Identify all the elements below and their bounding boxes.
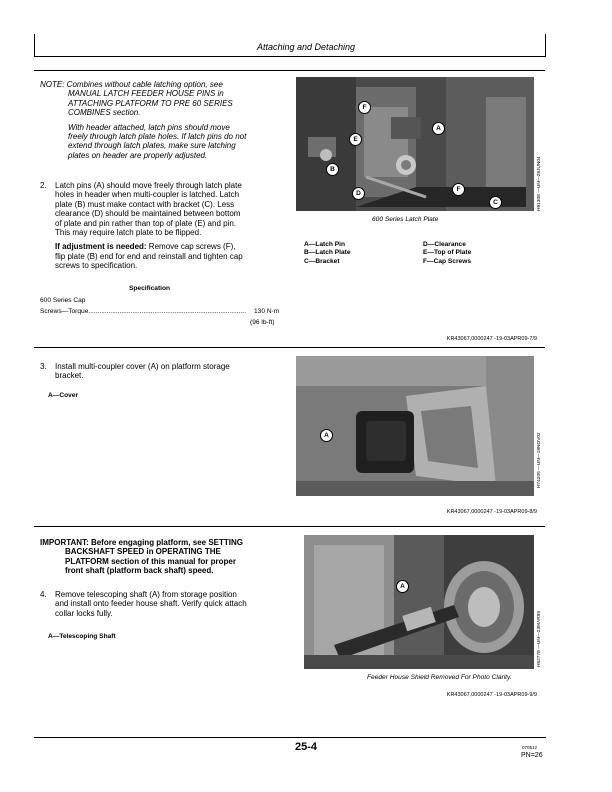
header-bottom-rule: [34, 56, 546, 57]
footer-code: 070512: [522, 745, 538, 750]
page-number: 25-4: [294, 741, 318, 753]
photo-caption: Feeder House Shield Removed For Photo Clarity.: [367, 674, 512, 681]
step-line: Install multi-coupler cover (A) on platform storage: [55, 362, 230, 371]
step-line: Remove cap screws (F),: [146, 242, 236, 252]
step-line: plate (B) must make contact with bracket (C). Less: [55, 199, 235, 209]
note-line: NOTE: Combines without cable latching option, see: [40, 80, 223, 89]
legend-item: B—Latch Plate: [304, 249, 351, 257]
photo-caption: 600 Series Latch Plate: [372, 216, 439, 223]
spec-label-text: Screws—Torque: [40, 308, 89, 315]
step-number: 2.: [40, 181, 47, 190]
legend-right: [423, 241, 471, 266]
legend-item: E—Top of Plate: [423, 249, 472, 257]
page-header-title: Attaching and Detaching: [256, 42, 356, 52]
note-line: freely through latch plate holes. If latch pins do not: [68, 132, 247, 142]
step-line: and install onto feeder house shaft. Verify quick attach: [55, 599, 247, 609]
callout-e: E: [349, 133, 362, 146]
step-number: 3.: [40, 362, 47, 371]
step-line: screws to specification.: [55, 261, 138, 271]
pn-number: PN=26: [521, 752, 543, 759]
note-line: extend through latch plates, make sure latching: [68, 141, 236, 151]
adjust-heading: If adjustment is needed:: [55, 242, 147, 252]
spec-heading: Specification: [129, 285, 171, 292]
spec-item: 600 Series Cap: [40, 297, 86, 304]
callout-f: F: [452, 183, 465, 196]
image-code: H74205 —UN—18NOV02: [537, 432, 542, 488]
spec-value-imperial: (96 lb-ft): [250, 319, 275, 326]
callout-c: C: [489, 196, 502, 209]
cover-illustration: [296, 356, 534, 496]
note-line: COMBINES section.: [68, 108, 141, 118]
callout-f: F: [358, 101, 371, 114]
image-code: H91308 —UN—28JUN04: [537, 156, 542, 211]
step-line: Latch pins (A) should move freely through latch plate: [55, 181, 242, 190]
important-line: BACKSHAFT SPEED in OPERATING THE: [65, 547, 221, 557]
section-latch-plate: [34, 70, 545, 342]
latch-plate-illustration: [296, 77, 534, 211]
step-line: of plate and pin rather than top of plate (E) and pin.: [55, 218, 237, 228]
section-tag: KR43067,0000247 -19-03APR09-9/9: [446, 692, 537, 698]
step-line: flip plate (B) end for end and reinstall and tighten cap: [55, 251, 243, 261]
callout-a: A: [396, 580, 409, 593]
step-line: Remove telescoping shaft (A) from storage position: [55, 590, 237, 599]
telescoping-shaft-photo: [304, 535, 534, 669]
section-cover: [34, 347, 545, 517]
legend: A—Telescoping Shaft: [48, 633, 116, 640]
image-code: H52778 —UN—23MAR99: [537, 611, 542, 667]
legend-item: F—Cap Screws: [423, 257, 472, 265]
note-line: ATTACHING PLATFORM TO PRE 60 SERIES: [68, 98, 233, 108]
telescoping-shaft-illustration: [304, 535, 534, 669]
step-2: [40, 181, 243, 271]
step-number: 4.: [40, 590, 47, 599]
step-line: clearance (D) should be maintained between bottom: [55, 209, 241, 219]
step-line: collar locks fully.: [55, 608, 113, 618]
note-line: MANUAL LATCH FEEDER HOUSE PINS in: [68, 89, 224, 99]
callout-a: A: [432, 122, 445, 135]
spec-value: 130 N·m: [254, 308, 280, 315]
important-line: IMPORTANT: Before engaging platform, see SETTING: [40, 538, 243, 547]
legend-item: C—Bracket: [304, 257, 340, 265]
step-4: [40, 590, 247, 618]
step-line: bracket.: [55, 371, 84, 381]
important-line: PLATFORM section of this manual for proper: [65, 556, 236, 566]
cover-photo: [296, 356, 534, 496]
callout-a: A: [320, 429, 333, 442]
important-line: front shaft (platform back shaft) speed.: [65, 566, 214, 576]
callout-d: D: [352, 187, 365, 200]
section-tag: KR43067,0000247 -19-03APR09-7/9: [446, 336, 537, 342]
important-block: [40, 538, 243, 576]
footer-rule: [34, 737, 546, 738]
note-block: [40, 80, 246, 160]
callout-b: B: [326, 163, 339, 176]
note-line: With header attached, latch pins should move: [68, 122, 230, 132]
section-telescoping-shaft: [34, 526, 545, 702]
legend-item: D—Clearance: [423, 241, 466, 248]
section-tag: KR43067,0000247 -19-03APR09-8/9: [446, 509, 537, 515]
legend: A—Cover: [48, 392, 79, 399]
spec-label: Screws—Torque......................................................................................: [40, 308, 246, 315]
latch-plate-photo: [296, 77, 534, 211]
step-line: This may require latch plate to be flipped.: [55, 228, 202, 238]
legend-item: A—Latch Pin: [304, 241, 346, 248]
step-line: holes in header when multi-coupler is latched. Latch: [55, 190, 240, 200]
step-3: [40, 362, 230, 381]
legend-left: [304, 241, 351, 266]
note-line: plates on header are properly adjusted.: [68, 150, 208, 160]
